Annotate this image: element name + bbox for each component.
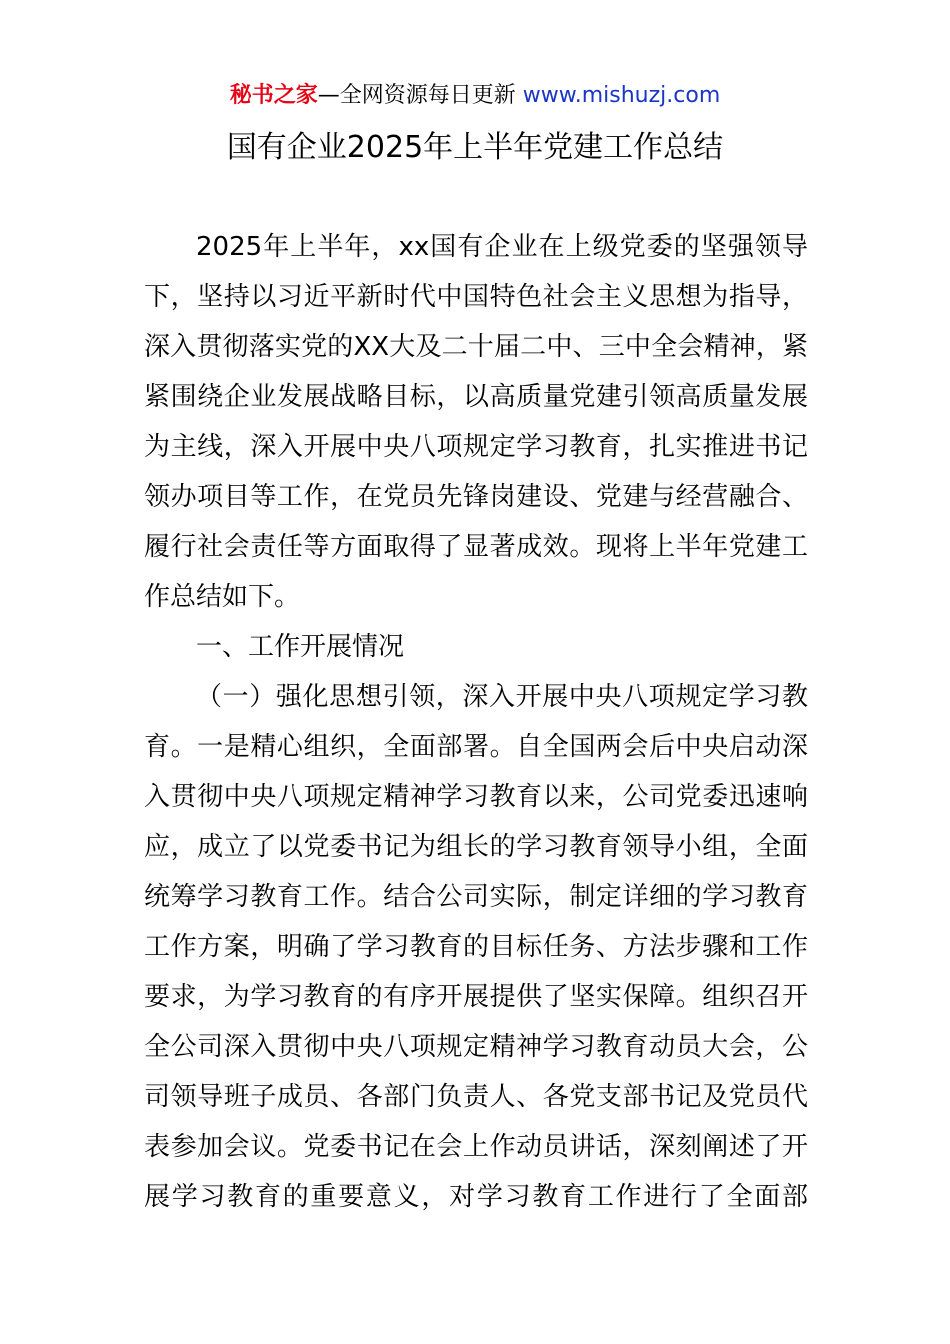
text-line: 领办项目等工作，在党员先锋岗建设、党建与经营融合、 <box>144 482 808 512</box>
text-line: 展学习教育的重要意义，对学习教育工作进行了全面部 <box>144 1182 808 1212</box>
text-line: 为主线，深入开展中央八项规定学习教育，扎实推进书记 <box>144 432 808 462</box>
text-line: 2025年上半年，xx国有企业在上级党委的坚强领导 <box>196 232 808 262</box>
text-line: 深入贯彻落实党的XX大及二十届二中、三中全会精神，紧 <box>144 332 808 362</box>
text-line: 履行社会责任等方面取得了显著成效。现将上半年党建工 <box>144 532 808 562</box>
section-heading: 一、工作开展情况 <box>196 632 405 662</box>
brand-name: 秘书之家 <box>229 83 318 108</box>
text-line: （一）强化思想引领，深入开展中央八项规定学习教 <box>196 682 808 712</box>
document-title: 国有企业2025年上半年党建工作总结 <box>226 130 724 165</box>
text-line: 入贯彻中央八项规定精神学习教育以来，公司党委迅速响 <box>144 782 808 812</box>
text-line: 统筹学习教育工作。结合公司实际，制定详细的学习教育 <box>144 882 808 912</box>
site-url-link[interactable]: www.mishuzj.com <box>522 83 721 108</box>
text-line: 要求，为学习教育的有序开展提供了坚实保障。组织召开 <box>144 982 808 1012</box>
text-line: 全公司深入贯彻中央八项规定精神学习教育动员大会，公 <box>144 1032 808 1062</box>
text-line: 下，坚持以习近平新时代中国特色社会主义思想为指导， <box>144 282 808 312</box>
text-line: 作总结如下。 <box>144 582 301 612</box>
text-line: 育。一是精心组织，全面部署。自全国两会后中央启动深 <box>144 732 808 762</box>
text-line: 司领导班子成员、各部门负责人、各党支部书记及党员代 <box>144 1082 808 1112</box>
text-line: 表参加会议。党委书记在会上作动员讲话，深刻阐述了开 <box>144 1132 808 1162</box>
text-line: 应，成立了以党委书记为组长的学习教育领导小组，全面 <box>144 832 808 862</box>
text-line: 工作方案，明确了学习教育的目标任务、方法步骤和工作 <box>144 932 808 962</box>
header-tagline: —全网资源每日更新 <box>317 83 523 108</box>
site-header <box>0 80 950 112</box>
text-line: 紧围绕企业发展战略目标，以高质量党建引领高质量发展 <box>144 382 808 412</box>
document-body <box>144 222 808 1222</box>
